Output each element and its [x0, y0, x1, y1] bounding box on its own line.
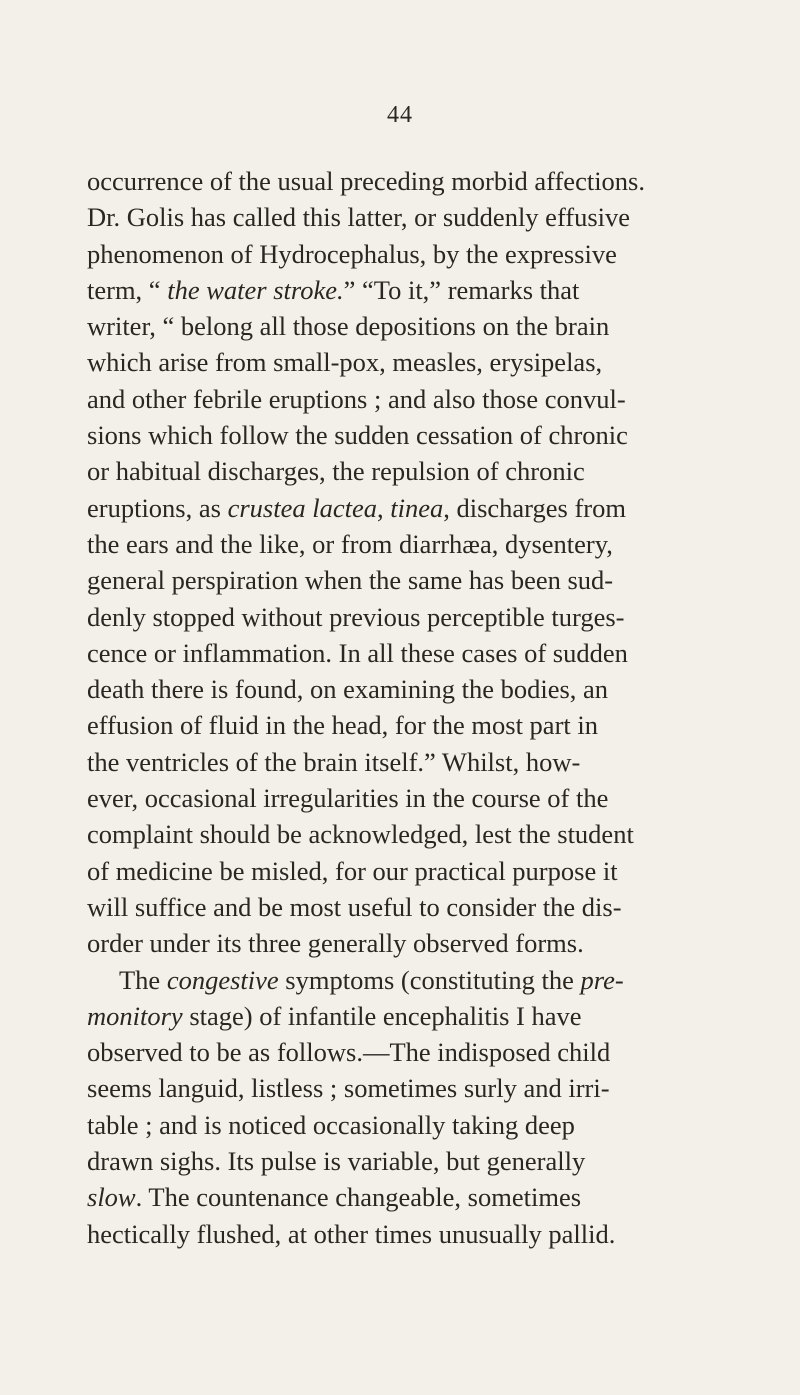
- text-line: ever, occasional irregularities in the course of the: [87, 783, 609, 814]
- text-segment: ,: [376, 492, 391, 523]
- text-segment: ” “To it,” remarks that: [343, 274, 580, 305]
- text-line: the ears and the like, or from diarrhæa, dysentery,: [87, 528, 613, 559]
- text-line: effusion of fluid in the head, for the most part in: [87, 710, 598, 741]
- text-line: the ventricles of the brain itself.” Whilst, how-: [87, 746, 581, 777]
- text-line: [87, 998, 793, 1034]
- italic-segment: slow: [87, 1182, 136, 1213]
- text-line: [87, 962, 793, 998]
- text-segment: The: [119, 964, 167, 995]
- text-line: which arise from small-pox, measles, erysipelas,: [87, 347, 603, 378]
- text-segment: . The countenance changeable, sometimes: [135, 1182, 582, 1213]
- text-line: will suffice and be most useful to consider the dis-: [87, 891, 622, 922]
- text-line: seems languid, listless ; sometimes surly and irri-: [87, 1073, 610, 1104]
- text-line: or habitual discharges, the repulsion of chronic: [87, 456, 585, 487]
- italic-segment: the water stroke.: [167, 274, 344, 305]
- text-line: order under its three generally observed forms.: [87, 928, 584, 959]
- text-line: drawn sighs. Its pulse is variable, but generally: [87, 1146, 586, 1177]
- page-number: 44: [387, 102, 413, 128]
- text-line: death there is found, on examining the bodies, an: [87, 674, 609, 705]
- text-line: [87, 1179, 793, 1215]
- body-text: [87, 163, 793, 1252]
- text-segment: stage) of infantile encephalitis I have: [182, 1000, 582, 1031]
- italic-segment: monitory: [87, 1000, 183, 1031]
- text-segment: term, “: [87, 274, 168, 305]
- text-line: Dr. Golis has called this latter, or suddenly effusive: [87, 202, 631, 233]
- text-line: cence or inflammation. In all these cases of sudden: [87, 637, 628, 668]
- italic-segment: congestive: [166, 964, 279, 995]
- text-line: observed to be as follows.—The indisposed child: [87, 1037, 611, 1068]
- text-line: sions which follow the sudden cessation of chronic: [87, 420, 628, 451]
- text-line: hectically flushed, at other times unusually pallid.: [87, 1218, 616, 1249]
- text-line: complaint should be acknowledged, lest the student: [87, 819, 634, 850]
- text-line: table ; and is noticed occasionally taking deep: [87, 1109, 575, 1140]
- text-line: and other febrile eruptions ; and also those convul-: [87, 383, 626, 414]
- text-line: writer, “ belong all those depositions on the brain: [87, 311, 610, 342]
- text-line: phenomenon of Hydrocephalus, by the expressive: [87, 238, 617, 269]
- text-segment: eruptions, as: [87, 492, 228, 523]
- text-segment: , discharges from: [443, 492, 626, 523]
- italic-segment: pre-: [580, 964, 624, 995]
- text-line: [87, 272, 793, 308]
- text-segment: symptoms (constituting the: [278, 964, 581, 995]
- text-line: of medicine be misled, for our practical purpose it: [87, 855, 618, 886]
- text-line: general perspiration when the same has been sud-: [87, 565, 614, 596]
- text-line: [87, 490, 793, 526]
- text-line: occurrence of the usual preceding morbid affections.: [87, 166, 645, 196]
- italic-segment: crustea lactea: [227, 492, 377, 523]
- italic-segment: tinea: [390, 492, 444, 523]
- text-line: denly stopped without previous perceptible turges-: [87, 601, 625, 632]
